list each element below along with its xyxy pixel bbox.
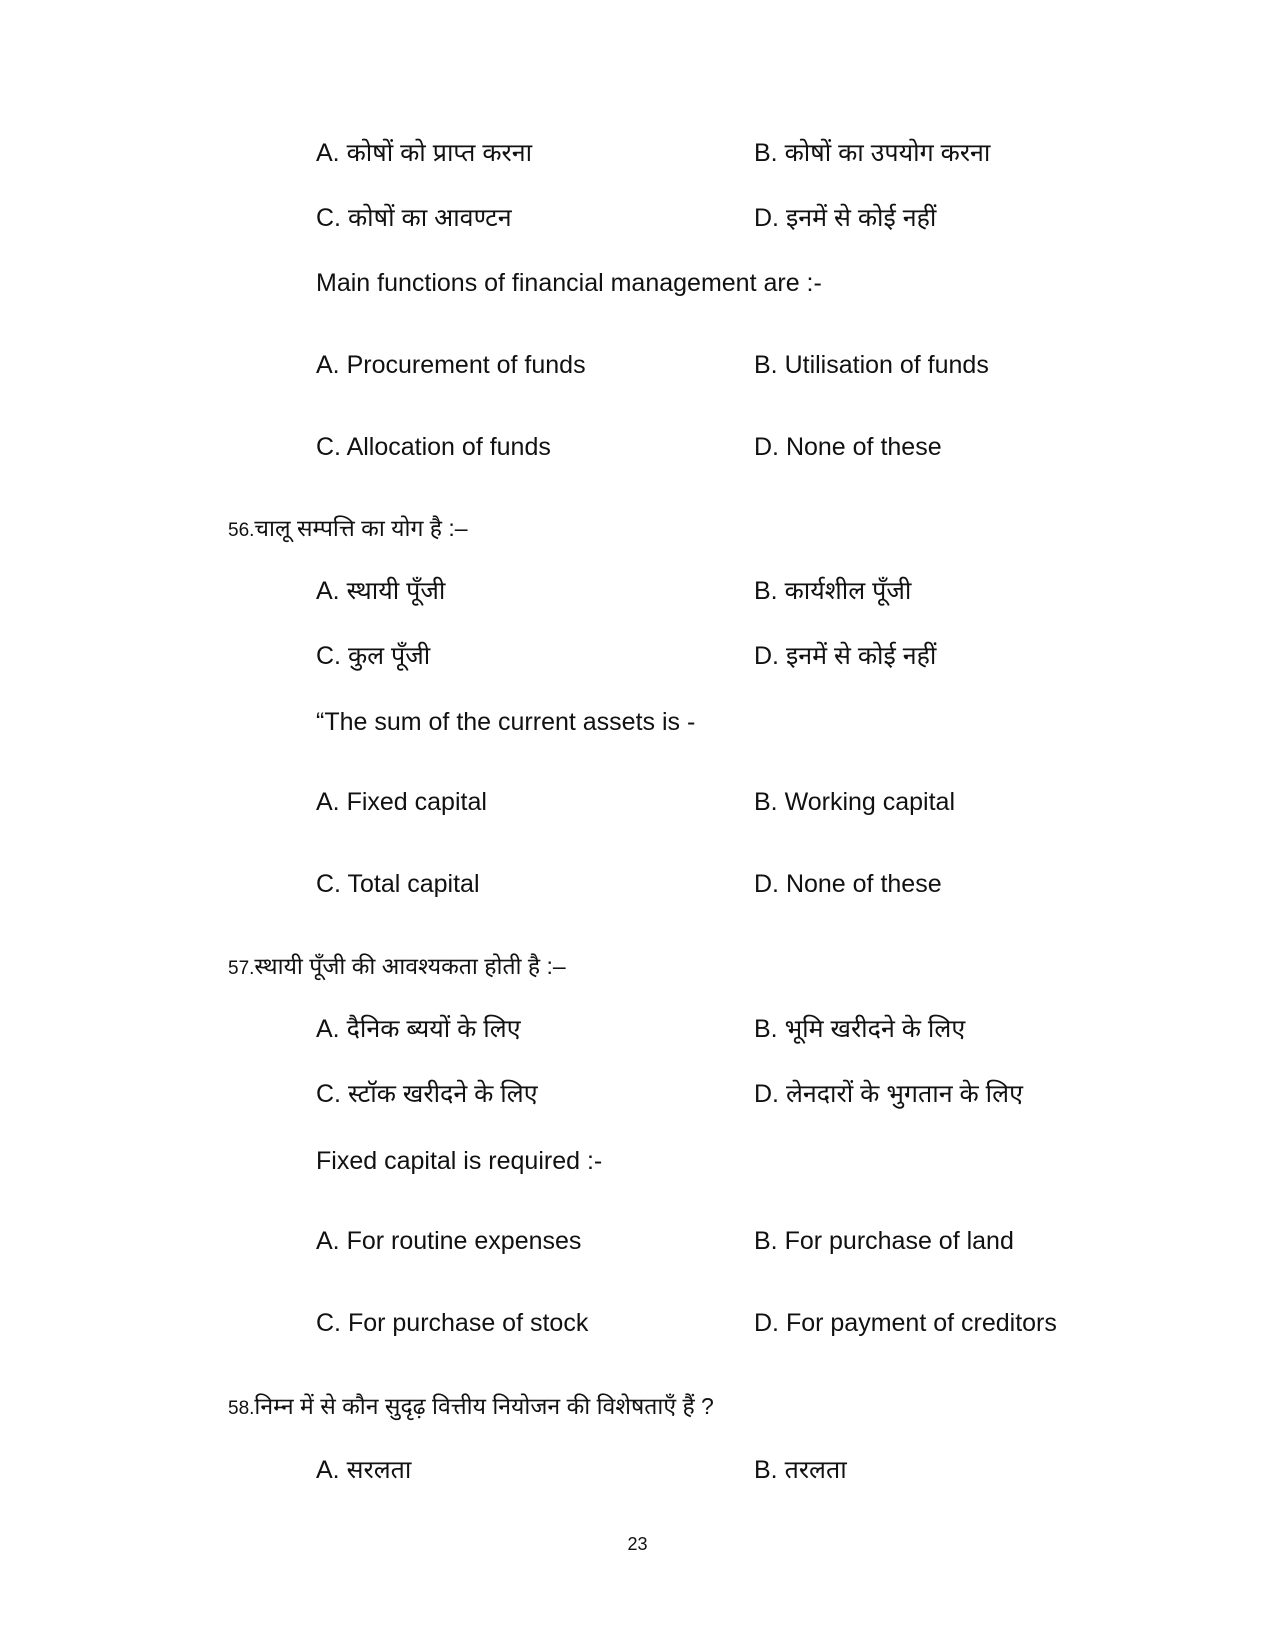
q55-english-question: Main functions of financial management are :- — [316, 269, 822, 297]
q57-hindi-question-text: स्थायी पूँजी की आवश्यकता होती है :– — [254, 953, 566, 979]
q56-hindi-option-a: A. स्थायी पूँजी — [316, 577, 446, 605]
q56-english-option-b: B. Working capital — [754, 788, 956, 816]
q58-hindi-option-a: A. सरलता — [316, 1456, 412, 1484]
q57-hindi-option-c: C. स्टॉक खरीदने के लिए — [316, 1080, 538, 1108]
q57-hindi-option-b: B. भूमि खरीदने के लिए — [754, 1015, 966, 1043]
q56-hindi-question-text: चालू सम्पत्ति का योग है :– — [254, 515, 468, 541]
q58-hindi-question-text: निम्न में से कौन सुदृढ़ वित्तीय नियोजन की विशेषताएँ हैं ? — [254, 1393, 714, 1419]
q58-hindi-option-b: B. तरलता — [754, 1456, 847, 1484]
q56-english-option-c: C. Total capital — [316, 870, 480, 898]
q58-hindi-question — [228, 1390, 714, 1425]
q55-hindi-option-b: B. कोषों का उपयोग करना — [754, 139, 991, 167]
q58-number: 58. — [228, 1398, 255, 1419]
q55-hindi-option-c: C. कोषों का आवण्टन — [316, 204, 512, 232]
q56-english-option-d: D. None of these — [754, 870, 942, 898]
q57-hindi-option-d: D. लेनदारों के भुगतान के लिए — [754, 1080, 1023, 1108]
q55-english-option-a: A. Procurement of funds — [316, 351, 586, 379]
q56-english-option-a: A. Fixed capital — [316, 788, 487, 816]
q55-english-option-d: D. None of these — [754, 433, 942, 461]
q57-hindi-option-a: A. दैनिक ब्ययों के लिए — [316, 1015, 521, 1043]
q57-hindi-question — [228, 950, 566, 985]
q55-hindi-option-d: D. इनमें से कोई नहीं — [754, 204, 937, 232]
q57-english-option-a: A. For routine expenses — [316, 1227, 582, 1255]
q57-english-option-b: B. For purchase of land — [754, 1227, 1014, 1255]
q55-hindi-option-a: A. कोषों को प्राप्त करना — [316, 139, 533, 167]
q57-english-option-c: C. For purchase of stock — [316, 1309, 589, 1337]
q56-hindi-option-d: D. इनमें से कोई नहीं — [754, 642, 937, 670]
q56-hindi-question — [228, 512, 468, 547]
q57-english-option-d: D. For payment of creditors — [754, 1309, 1057, 1337]
q57-number: 57. — [228, 958, 255, 979]
q56-english-question: “The sum of the current assets is - — [316, 708, 696, 736]
q55-english-option-c: C. Allocation of funds — [316, 433, 551, 461]
page-number: 23 — [627, 1534, 648, 1554]
q56-hindi-option-b: B. कार्यशील पूँजी — [754, 577, 912, 605]
q56-hindi-option-c: C. कुल पूँजी — [316, 642, 431, 670]
q55-english-option-b: B. Utilisation of funds — [754, 351, 989, 379]
q56-number: 56. — [228, 520, 255, 541]
q57-english-question: Fixed capital is required :- — [316, 1147, 603, 1175]
